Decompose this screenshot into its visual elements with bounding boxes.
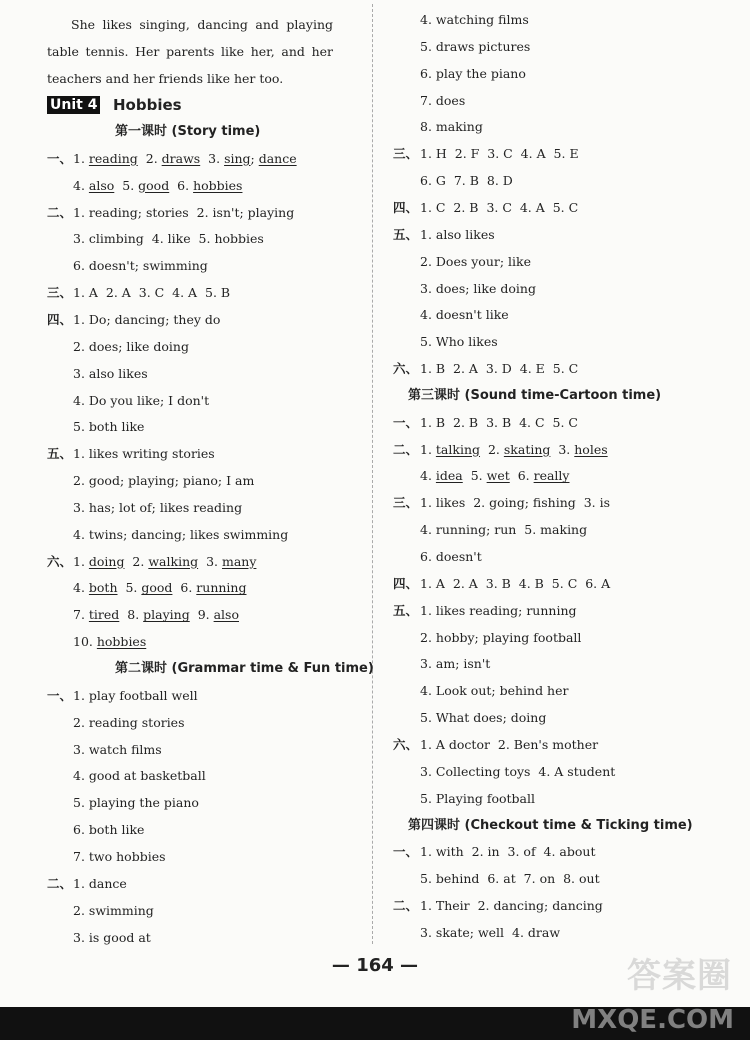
answer-text: 3. does; like doing: [420, 280, 536, 296]
answer-text: 1.: [420, 441, 436, 457]
answer-word-underlined: doing: [88, 553, 125, 569]
answer-text: 1. play football well: [73, 687, 198, 703]
answer-text: 3.: [198, 553, 222, 569]
answer-line: [73, 527, 288, 543]
answer-word-underlined: really: [533, 468, 570, 484]
answer-text: 1.: [73, 150, 89, 166]
answer-line: [420, 630, 581, 646]
answer-text: 3. watch films: [73, 741, 162, 757]
answer-line: [420, 119, 483, 135]
answer-line: [73, 742, 162, 758]
question-marker: 二、: [393, 441, 419, 457]
answer-text: 1. B 2. A 3. D 4. E 5. C: [420, 361, 579, 377]
answer-line: [420, 415, 578, 431]
answer-text: 1. with 2. in 3. of 4. about: [420, 844, 596, 860]
answer-line: [420, 361, 578, 377]
answer-text: 3. Collecting toys 4. A student: [420, 763, 616, 779]
answer-line: [73, 554, 256, 570]
section-heading: 第三课时 (Sound time-Cartoon time): [408, 387, 662, 403]
answer-text: 1. A 2. A 3. B 4. B 5. C 6. A: [420, 575, 611, 591]
answer-line: [420, 656, 490, 672]
unit-label: Unit 4: [47, 96, 100, 114]
answer-text: 2. reading stories: [73, 714, 185, 730]
answer-line: [420, 576, 610, 592]
answer-line: [420, 93, 465, 109]
answer-line: [420, 898, 603, 914]
question-marker: 二、: [393, 898, 419, 914]
answer-line: [420, 254, 531, 270]
answer-text: 1. also likes: [420, 226, 495, 242]
answer-text: 4.: [420, 468, 436, 484]
answer-word-underlined: also: [88, 177, 115, 193]
answer-line: [73, 393, 209, 409]
answer-text: 5.: [117, 580, 142, 596]
answer-line: [420, 146, 579, 162]
answer-line: [73, 231, 264, 247]
answer-text: 6.: [169, 177, 194, 193]
answer-word-underlined: good: [138, 177, 170, 193]
answer-text: 4. twins; dancing; likes swimming: [73, 526, 289, 542]
question-marker: 四、: [393, 575, 419, 591]
watermark-logo: 答案圈: [627, 956, 732, 996]
question-marker: 六、: [47, 553, 73, 569]
answer-word-underlined: walking: [148, 553, 199, 569]
answer-text: 6. play the piano: [420, 65, 526, 81]
question-marker: 三、: [47, 285, 73, 301]
answer-line: [420, 334, 498, 350]
answer-line: [73, 419, 144, 435]
section-heading: 第二课时 (Grammar time & Fun time): [115, 661, 374, 676]
question-marker: 五、: [393, 226, 419, 242]
answer-text: 2. Does your; like: [420, 253, 531, 269]
answer-word-underlined: playing: [143, 607, 190, 623]
answer-text: 3.: [550, 441, 575, 457]
answer-text: 7. two hobbies: [73, 848, 166, 864]
answer-text: 6.: [509, 468, 534, 484]
answer-line: [420, 66, 526, 82]
answer-line: [420, 925, 560, 941]
answer-word-underlined: reading: [88, 150, 138, 166]
answer-line: [420, 442, 608, 458]
answer-line: [73, 634, 146, 650]
question-marker: 四、: [47, 311, 73, 327]
question-marker: 一、: [47, 687, 73, 703]
answer-text: 4.: [73, 580, 89, 596]
answer-text: 1. A doctor 2. Ben's mother: [420, 736, 599, 752]
answer-line: [73, 446, 215, 462]
answer-line: [73, 178, 242, 194]
answer-text: 3. am; isn't: [420, 656, 491, 672]
answer-line: [420, 683, 568, 699]
answer-word-underlined: wet: [486, 468, 510, 484]
answer-line: [420, 495, 610, 511]
answer-text: 5. playing the piano: [73, 795, 199, 811]
answer-line: [73, 849, 166, 865]
answer-line: [73, 768, 206, 784]
answer-text: 5. behind 6. at 7. on 8. out: [420, 871, 600, 887]
answer-line: [73, 930, 151, 946]
answer-text: 4. running; run 5. making: [420, 522, 588, 538]
answer-text: 1. reading; stories 2. isn't; playing: [73, 204, 295, 220]
question-marker: 三、: [393, 146, 419, 162]
answer-line: [73, 366, 148, 382]
answer-text: 3. also likes: [73, 365, 148, 381]
page-number-value: 164: [356, 955, 394, 976]
answer-text: 8. making: [420, 119, 483, 135]
column-divider: [372, 4, 373, 944]
question-marker: 五、: [47, 446, 73, 462]
answer-text: 4. Look out; behind her: [420, 683, 569, 699]
answer-text: 1. Their 2. dancing; dancing: [420, 898, 603, 914]
answer-line: [420, 871, 600, 887]
answer-text: 6.: [172, 580, 197, 596]
answer-word-underlined: idea: [435, 468, 463, 484]
answer-word-underlined: also: [213, 607, 239, 623]
answer-text: 1.: [73, 553, 89, 569]
watermark-site: MXQE.COM: [571, 1005, 734, 1035]
answer-text: 3. climbing 4. like 5. hobbies: [73, 231, 264, 247]
intro-text: She likes singing, dancing and playing table tennis. Her parents like her, and her teachers and her friends like her too.: [47, 17, 333, 86]
answer-text: 7. does: [420, 92, 466, 108]
answer-text: 2.: [137, 150, 162, 166]
answer-word-underlined: many: [221, 553, 257, 569]
answer-text: 1. H 2. F 3. C 4. A 5. E: [420, 146, 579, 162]
answer-word-underlined: both: [88, 580, 118, 596]
answer-line: [73, 795, 199, 811]
answer-text: 2.: [480, 441, 504, 457]
answer-line: [420, 710, 546, 726]
answer-line: [73, 151, 297, 167]
answer-text: 8.: [119, 607, 144, 623]
question-marker: 五、: [393, 602, 419, 618]
answer-text: 1. likes reading; running: [420, 602, 577, 618]
answer-text: 2. does; like doing: [73, 338, 189, 354]
answer-text: 5. Playing football: [420, 790, 535, 806]
answer-word-underlined: running: [196, 580, 247, 596]
answer-line: [73, 473, 254, 489]
answer-text: 1. Do; dancing; they do: [73, 311, 221, 327]
question-marker: 一、: [393, 414, 419, 430]
answer-line: [73, 258, 208, 274]
answer-line: [420, 200, 578, 216]
answer-word-underlined: sing: [224, 150, 251, 166]
answer-line: [420, 307, 509, 323]
answer-text: ;: [250, 150, 259, 166]
answer-text: 6. both like: [73, 822, 145, 838]
answer-text: 4. Do you like; I don't: [73, 392, 210, 408]
answer-text: 1. B 2. B 3. B 4. C 5. C: [420, 414, 578, 430]
answer-line: [73, 607, 239, 623]
answer-word-underlined: dance: [258, 150, 297, 166]
answer-line: [420, 173, 513, 189]
answer-line: [73, 285, 230, 301]
question-marker: 六、: [393, 361, 419, 377]
question-marker: 三、: [393, 495, 419, 511]
answer-line: [420, 39, 530, 55]
intro-paragraph: [47, 11, 333, 92]
answer-text: 4. good at basketball: [73, 768, 206, 784]
answer-line: [73, 205, 294, 221]
question-marker: 二、: [47, 204, 73, 220]
answer-text: 3. has; lot of; likes reading: [73, 499, 243, 515]
answer-text: 2. good; playing; piano; I am: [73, 473, 255, 489]
answer-word-underlined: skating: [503, 441, 551, 457]
answer-line: [73, 688, 198, 704]
answer-text: 9.: [189, 607, 214, 623]
answer-line: [73, 312, 220, 328]
answer-line: [420, 227, 495, 243]
answer-line: [73, 715, 185, 731]
answer-text: 5.: [114, 177, 139, 193]
answer-text: 1. C 2. B 3. C 4. A 5. C: [420, 199, 579, 215]
answer-line: [73, 500, 242, 516]
answer-text: 4. doesn't like: [420, 307, 509, 323]
answer-word-underlined: hobbies: [193, 177, 243, 193]
answer-text: 10.: [73, 634, 97, 650]
answer-word-underlined: holes: [574, 441, 608, 457]
section-heading: 第四课时 (Checkout time & Ticking time): [408, 817, 693, 833]
answer-line: [420, 844, 595, 860]
question-marker: 二、: [47, 875, 73, 891]
answer-line: [73, 339, 189, 355]
unit-title: Hobbies: [113, 96, 182, 114]
answer-line: [73, 903, 154, 919]
answer-line: [420, 522, 587, 538]
answer-text: 2. swimming: [73, 902, 154, 918]
answer-text: 1. likes writing stories: [73, 446, 215, 462]
answer-line: [73, 876, 127, 892]
answer-text: 4. watching films: [420, 12, 529, 27]
answer-text: 2.: [124, 553, 149, 569]
answer-text: 6. doesn't: [420, 549, 482, 564]
answer-text: 7.: [73, 607, 89, 623]
answer-line: [420, 603, 577, 619]
answer-text: 3. skate; well 4. draw: [420, 924, 561, 940]
answer-text: 4.: [73, 177, 89, 193]
answer-text: 5. draws pictures: [420, 38, 531, 54]
page-number: — 164 —: [331, 955, 419, 976]
answer-line: [73, 580, 246, 596]
question-marker: 一、: [393, 844, 419, 860]
answer-text: 5. both like: [73, 419, 145, 435]
answer-line: [420, 549, 482, 565]
answer-text: 1. A 2. A 3. C 4. A 5. B: [73, 285, 231, 301]
answer-line: [420, 737, 598, 753]
question-marker: 六、: [393, 736, 419, 752]
answer-text: 3.: [200, 150, 225, 166]
answer-line: [73, 822, 144, 838]
answer-line: [420, 764, 615, 780]
answer-line: [420, 281, 536, 297]
section-heading: 第一课时 (Story time): [115, 124, 261, 139]
answer-line: [420, 12, 529, 28]
answer-line: [420, 468, 570, 484]
question-marker: 四、: [393, 199, 419, 215]
answer-text: 5. Who likes: [420, 334, 498, 350]
answer-text: 5.: [462, 468, 487, 484]
answer-word-underlined: good: [141, 580, 173, 596]
answer-word-underlined: talking: [435, 441, 481, 457]
answer-line: [420, 791, 535, 807]
answer-word-underlined: tired: [88, 607, 120, 623]
answer-text: 6. doesn't; swimming: [73, 258, 208, 274]
answer-text: 3. is good at: [73, 929, 151, 945]
answer-word-underlined: hobbies: [96, 634, 147, 650]
answer-word-underlined: draws: [161, 150, 201, 166]
answer-text: 2. hobby; playing football: [420, 629, 582, 645]
answer-text: 6. G 7. B 8. D: [420, 173, 513, 189]
answer-text: 5. What does; doing: [420, 710, 547, 726]
answer-text: 1. likes 2. going; fishing 3. is: [420, 495, 611, 511]
question-marker: 一、: [47, 150, 73, 166]
answer-text: 1. dance: [73, 875, 127, 891]
